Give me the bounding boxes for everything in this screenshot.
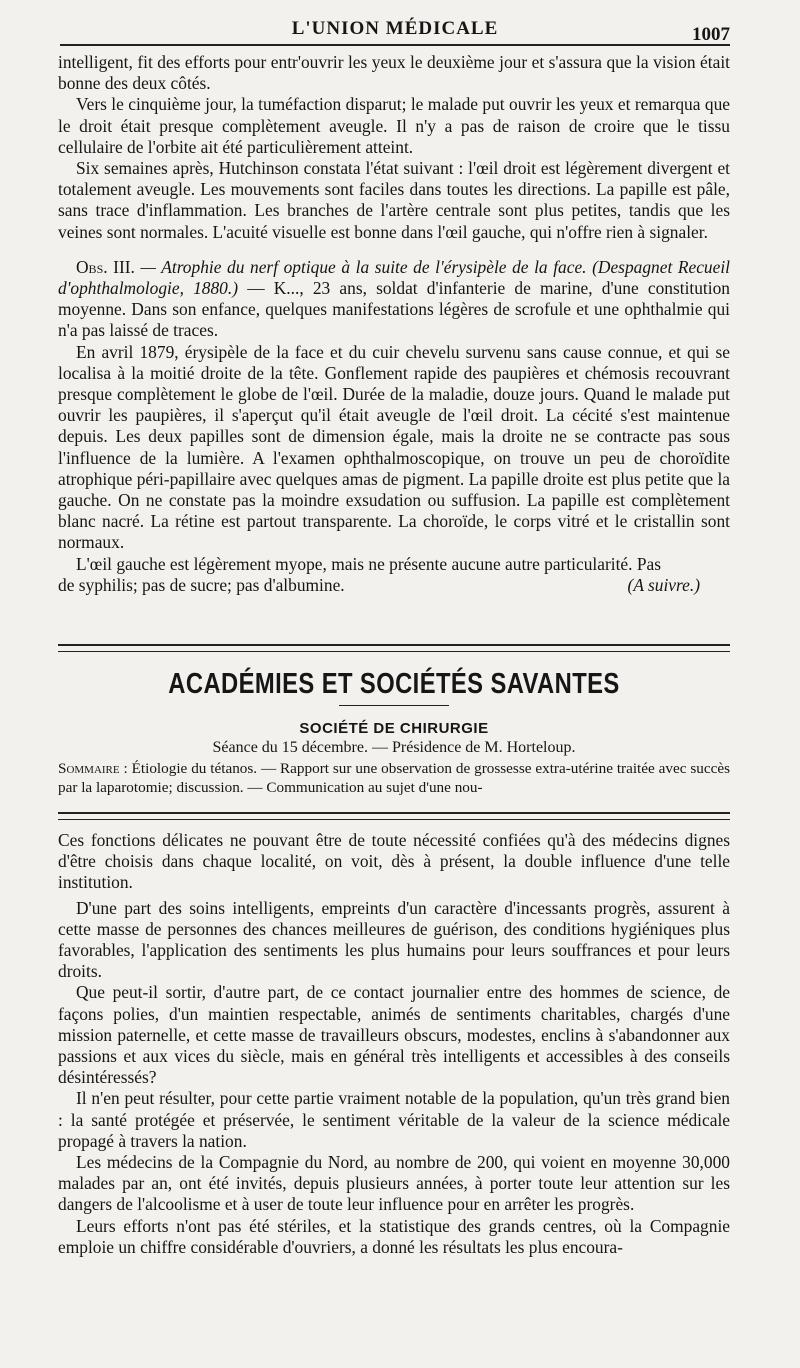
paragraph-contact: Que peut-il sortir, d'autre part, de ce contact journalier entre des hommes de science, de façons polies, d'un maintien respectable, animés de sentiments charitables, chargés d'une mission paternelle, et cette masse de travailleurs obscurs, modestes, enclins à s'abandonner aux passions et aux vices du siècle, mais en général très intelligents et accessibles à des conseils désintéressés?	[58, 982, 730, 1088]
section-divider-bottom	[58, 812, 730, 820]
final-line-text: de syphilis; pas de sucre; pas d'albumine.	[58, 574, 345, 595]
final-line	[58, 575, 730, 596]
journal-title: L'UNION MÉDICALE	[291, 18, 499, 39]
double-rule-bottom	[58, 812, 730, 820]
paragraph-physicians: Les médecins de la Compagnie du Nord, au nombre de 200, qui voient en moyenne 30,000 malades par an, ont été invités, depuis plusieurs années, à porter toute leur attention sur les dangers de l'alcoolisme et à user de toute leur influence pour en arrêter les progrès.	[58, 1152, 730, 1215]
a-suivre: (A suivre.)	[627, 574, 700, 595]
obs-text: — K..., 23 ans, soldat d'infanterie de marine, d'une constitution moyenne. Dans son enfance, quelques manifestations légères de scrofule et une ophthalmie qui n'a pas laissé de traces.	[58, 278, 730, 341]
paragraph-result: Il n'en peut résulter, pour cette partie vraiment notable de la population, qu'un très grand bien : la santé protégée et préservée, le sentiment véritable de la valeur de la science médicale propagé à travers la nation.	[58, 1088, 730, 1151]
bottom-article	[58, 830, 730, 1258]
seance-line	[58, 739, 730, 757]
paragraph-functions: Ces fonctions délicates ne pouvant être de toute nécessité confiées qu'à des médecins dignes d'être choisis dans chaque localité, on voit, dès à présent, la double influence d'une telle institution.	[58, 830, 730, 893]
title-underline	[339, 705, 449, 706]
paragraph-fifth-day: Vers le cinquième jour, la tuméfaction disparut; le malade put ouvrir les yeux et remarqua que le droit était presque complètement aveugle. Il n'y a pas de raison de croire que le tissu cellulaire de l'orbite ait été particulièrement atteint.	[58, 94, 730, 157]
sommaire	[58, 759, 730, 797]
obs-label: Obs. III.	[76, 256, 135, 277]
header-rule	[60, 44, 730, 46]
section-title: ACADÉMIES ET SOCIÉTÉS SAVANTES	[168, 668, 620, 700]
society-name: SOCIÉTÉ DE CHIRURGIE	[299, 720, 489, 737]
paragraph-hutchinson: Six semaines après, Hutchinson constata l'état suivant : l'œil droit est légèrement divergent et totalement aveugle. Les mouvements sont faciles dans toutes les directions. La papille est pâle, sans trace d'inflammation. Les branches de l'artère centrale sont plus petites, tandis que les veines sont normales. L'acuité visuelle est bonne dans l'œil gauche, qui n'offre rien à signaler.	[58, 158, 730, 242]
paragraph-efforts: Leurs efforts n'ont pas été stériles, et la statistique des grands centres, où la Compagnie emploie un chiffre considérable d'ouvriers, a donné les résultats les plus encoura-	[58, 1215, 730, 1257]
paragraph-left-eye: L'œil gauche est légèrement myope, mais ne présente aucune autre particularité. Pas	[76, 553, 661, 574]
double-rule	[58, 644, 730, 652]
obs-title: — Atrophie du nerf optique à la suite de l'érysipèle de la face. (Despagnet Recueil d'ophthalmologie, 1880.)	[58, 256, 730, 299]
sommaire-label: Sommaire :	[58, 760, 128, 777]
observation-three	[58, 257, 730, 342]
page-number: 1007	[692, 24, 730, 45]
continuation-paragraph: intelligent, fit des efforts pour entr'ouvrir les yeux le deuxième jour et s'assura que la vision était bonne des deux côtés.	[58, 52, 730, 94]
paragraph-erysipelas: En avril 1879, érysipèle de la face et du cuir chevelu survenu sans cause connue, et qui se localisa à la moitié droite de la tête. Gonflement rapide des paupières et chémosis recouvrant presque complètement le globe de l'œil. Durée de la maladie, douze jours. Quand le malade put ouvrir les paupières, il s'aperçut qu'il était aveugle de l'œil droit. La cécité s'est maintenue depuis. Les deux papilles sont de dimension égale, mais la droite ne se contracte pas sous l'influence de la lumière. A l'examen ophthalmoscopique, on trouve un peu de choroïdite atrophique péri-papillaire avec quelques amas de pigment. La papille droite est plus petite que la gauche. On ne constate pas la moindre exsudation ou suffusion. La papille est complètement blanc nacré. La rétine est partout transparente. La choroïde, le corps vitré et le cristallin sont normaux.	[58, 341, 730, 553]
academies-block	[58, 668, 730, 797]
top-article	[58, 52, 730, 596]
seance-text: Séance du 15 décembre. — Présidence de M. Horteloup.	[212, 739, 576, 756]
sommaire-text: Étiologie du tétanos. — Rapport sur une observation de grossesse extra-utérine traitée avec succès par la laparotomie; discussion. — Communication au sujet d'une nou-	[58, 760, 730, 796]
section-divider-top	[58, 644, 730, 652]
paragraph-care: D'une part des soins intelligents, empreints d'un caractère d'incessants progrès, assurent à cette masse de personnes des chances meilleures de guérison, des conditions hygiéniques plus favorables, l'application des sentiments les plus humains pour leurs souffrances et pour leurs droits.	[58, 897, 730, 982]
